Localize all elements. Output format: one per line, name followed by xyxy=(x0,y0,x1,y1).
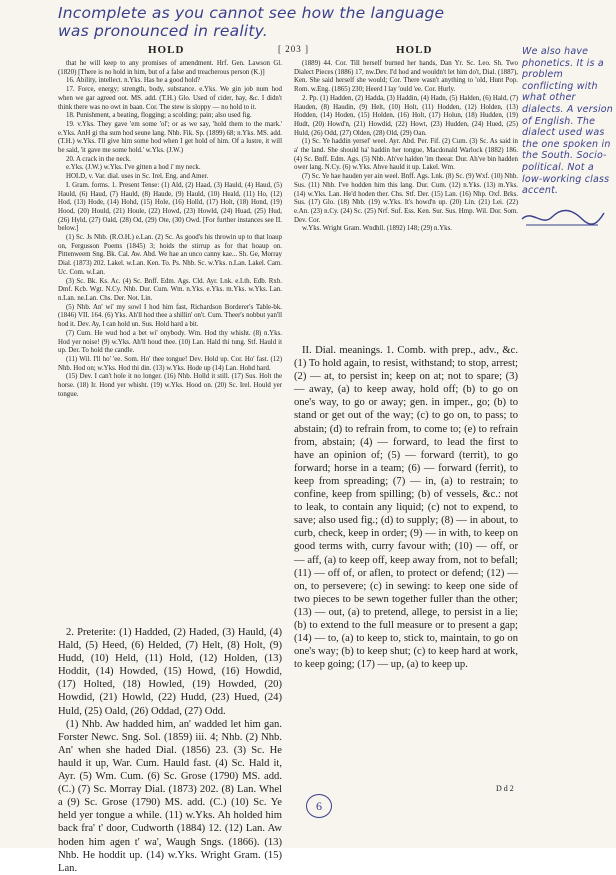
entry-paragraph: (7) Sc. Ye hae hauden yer ain weel. Bnff. Ags. Lnk. (8) Sc. (9) Wxf. (10) Nhb. Sus. (11) Nhb. I've hodden him this lang. Dur. Cum. (12) n.Yks. (13) m.Yks. (14) w.Yks. Lan. He'd hoden ther. Chs. Stf. Der. (15) Lan. (16) Nhp. Oxf. Brks. Sus. (17) Glo. (18) Nhb. (19) w.Yks. It's howd'n up. (20) Lin. (21) Lei. (22) e.An. (23) n.Cy. (24) Sc. (25) Nrf. Suf. Ess. Ken. Sur. Sus. Hmp. Wil. Dor. Som. Dev. Cor. xyxy=(294,173,518,224)
header-right-word: HOLD xyxy=(396,44,433,56)
entry-paragraph: 16. Ability, intellect. n.Yks. Has he a good hold? xyxy=(66,77,201,85)
header-left-word: HOLD xyxy=(148,44,185,56)
entry-paragraph: I. Gram. forms. 1. Present Tense: (1) Ald, (2) Haad, (3) Hauld, (4) Haud, (5) Hauld, (6) Haud, (7) Hauld, (8) Haude, (9) Hauld, (10) Heald, (11) Ho, (12) Hod, (13) Hode, (14) Hohd, (15) Hole, (16) Holld, (17) Holt, (18) Hond, (19) Hood, (20) Hould, (21) Houle, (22) Howd, (23) Howld, (24) Huad, (25) Hud, (26) Hyld, (27) Oald, (28) Od, (29) Ote, (30) Owd. [For further instances see II. below.] xyxy=(58,181,282,233)
preterite-section xyxy=(58,626,282,874)
entry-paragraph: (7) Cum. He wud hod a bet wi' onybody. Wm. Hod thy whisht. (8) n.Yks. Hod yer noise! (9) w.Yks. Ah'll houd thee. (10) Lan. Hald thi tung. Stf. Hauld it up. Der. To hold the candle. xyxy=(58,329,282,355)
entry-headword: HOLD, v. Var. dial. uses in Sc. Irel. Eng. and Amer. xyxy=(66,173,209,181)
entry-paragraph: (15) Dev. I can't hole it no longer. (16) Nhb. Holld it still. (17) Sus. Holt the horse. (18) Ir. Hond yer whisht. (19) w.Yks. Hood on. (20) Sc. Irel. Hould yer tongue. xyxy=(58,373,282,398)
entry-paragraph: 20. A crack in the neck. xyxy=(66,155,131,163)
handwritten-margin-note: We also have phonetics. It is a problem conflicting with what other dialects. A version of English. The dialect used was the one spoken in the South. Socio-political. Not a low-working class accent. xyxy=(522,46,614,197)
entry-paragraph: e.Yks. (J.W.) w.Yks. I've gitten a hod i' my neck. xyxy=(66,164,201,172)
entry-paragraph: II. Dial. meanings. 1. Comb. with prep., adv., &c. (1) To hold again, to resist, withstand; to stop, arrest; (2) — at, to persist in; keep on at; not to spare; (3) — away, (a) to keep away, hold off; (b) to go on one's way, to go or away; gen. in imper., go; (b) to stand or get out of the way; (c) to go on, to pass; to abstain; (d) to refrain from, to come to; (e) to refrain from, abstain; (4) — forward, to lead the first to have an opinion of; (5) — forward (territ), to go forward; horse in a team; (6) — forward (ferrit), to keep from spreading; (7) — in, (a) to restrain; to confine, keep from spilling; (b) of vessels, &c.: not to leak, to contain any liquid; (c) not to expend, to save; also used fig.; (d) to supply; (8) — in about, to curb, check, keep in order; (9) — in with, to keep on good terms with, curry favour with; (10) — off, or — aff, (a) to keep off, keep away from, not to befall; (11) — off of, or aflen, to protect or defend; (12) — on, to persevere; (c) in sewing: to keep one side of two pieces to be sewn together fuller than the other; (13) — out, (a) to pretend, allege, to persist in a lie; (b) to extend to the full measure or to present a gap; (14) — to, (a) to keep to, stick to, maintain, to go on one's way; (b) to keep shut; (c) to keep hard at work, to keep going; (17) — up, (a) to keep up. xyxy=(294,345,518,671)
left-column-small-print xyxy=(58,60,282,620)
entry-paragraph: (1) Sc. Js Nhb. (R.O.H.) e.Lan. (2) Sc. As good's his throwin up to that loaup on, Fergusson Poems (1845) 3; hoids the stirrup as for that hoaup on. Pittenweem Sng. Bk. Cal. Aw. Abd. We hae an unco canny kae... Sh. Ge, Morray Dial. (1873) 202. Lakel. w.Lan. Ken. To. Ps. Nhb. Sc. w.Yks. n.Lan. Lakel. Cam. Uc. Com. w.Lan. xyxy=(58,234,282,276)
entry-paragraph: 2. Pp. (1) Hadden, (2) Hadda, (3) Haddin, (4) Hadn, (5) Halden, (6) Hald, (7) Hauden, (8) Haudin, (9) Helt, (10) Holt, (11) Hodden, (12) Holden, (13) Hodden, (14) Hoden, (15) Holden, (16) Holt, (17) Holun, (18) Hudden, (19) Hudt, (20) Howd'n, (21) Howdid, (22) Howt, (23) Hudden, (24) Hued, (25) Huld, (26) Odd, (27) Olden, (28) Old, (29) Oan. xyxy=(294,94,518,137)
entry-paragraph: (11) Wil. I'll ho' 'ee. Som. Ho' thee tongue! Dev. Hold up. Cor. Ho' fast. (12) Nhb. Hod on; w.Yks. Hod thi din. (13) w.Yks. Hode up (14) Lan. Hohd hard. xyxy=(58,355,282,372)
entry-paragraph: 17. Force, energy; strength, body, substance. e.Yks. We gin job num hod when we gar agreed oot. MS. add. (T.H.) Glo. Used of cider, hay, &c. I didn't think there was no owt in baan. Cor. The stew is sloppy — no hold to it. xyxy=(58,86,282,111)
right-column-small-print xyxy=(294,60,518,340)
handwritten-top-note: Incomplete as you cannot see how the language was pronounced in reality. xyxy=(58,4,445,40)
entry-paragraph: that he will keep to any promises of amendment. Hrf. Gen. Lawson Gl. (1820) [There is no hold in him, but of a false and treacherous person (K.)] xyxy=(58,60,282,76)
entry-paragraph: (1) Nhb. Aw hadded him, an' wadded let him gan. Forster Newc. Sng. Sol. (1859) iii. 4; Nhb. (2) Nhb. An' when she haded Dial. (1856) 23. (3) Sc. He hauld it up, War. Cum. Hauld fast. (4) Sc. Hald it, Ayr. (5) Wm. Cum. (6) Sc. Grose (1790) MS. add. (C.) (7) Sc. Morray Dial. (1873) 202. (8) Lan. Whel a (9) Sc. Grose (1790) MS. add. (C.) (10) Sc. Ye held yer tongue a while. (11) w.Yks. Ah holded him back fra' t' door, Cudworth (1884) 12. (12) Lan. Aw hoden him agen t' wa', Waugh Sngs. (1866). (13) Nhb. He hoddit up. (14) w.Yks. Wright Gram. (15) Lan. xyxy=(58,718,282,874)
header-page-number: [ 203 ] xyxy=(278,44,309,54)
entry-paragraph: w.Yks. Wright Gram. Wndhll. (1892) 148; (29) n.Yks. xyxy=(302,225,453,233)
pen-scribble xyxy=(518,205,606,229)
entry-paragraph: (1) Sc. Ye haddin yersel' weel. Ayr. Abd. Per. Fif. (2) Cum. (3) Sc. As said in a' the land. She should ha' haddin her tongue, Macdonald Warlock (1882) 186. (4) Sc. Bnff. Edm. Ags. (5) Nhb. Ah've halden 'im theear. Dur. Ah've bin hadden ower lang. N.Cy. (6) w.Yks. Ahve hauld it up. Lakel. Wm. xyxy=(294,138,518,172)
circled-page-number: 6 xyxy=(306,794,332,818)
entry-paragraph: 19. v.Yks. They gave 'em some 'ol'; or as we say, 'hold them to the mark.' e.Yks. AnH gi tha sum hod seune lang. Nhb. Fik. Sp. (1899) 68; n.Yks. MS. add. (T.H.) w.Yks. I'll give him some hod when I get hold of him. Of a lustre, it will be said, 'it gave me some hold.' w.Yks. (J.W.) xyxy=(58,120,282,155)
entry-paragraph: (5) Nhb. An' wi' my sowl I hod him fast, Richardson Borderer's Table-bk. (1846) VII. 164. (6) Yks. Ah'll hod thee a shillin' on't. Cum. Theer's nobbut yan'll hod it. Dev. Ay, I can hold un. Sus. Hold hard a bit. xyxy=(58,303,282,329)
signature-mark: D d 2 xyxy=(496,784,514,793)
entry-paragraph: (1889) 44. Cor. Till herself burned her hands, Dan Yr. Sc. Leo. Sh. Two Dialect Pieces (1886) 17, nw.Dev. I'd hod and wouldn't let him do't, Dial. (1887), Ken. She said herself she would; Cor. There wasn't anything to 'old, Hunt Pop. Rom. w.Eng. (1865) 230; Heerd I lay 'ould 'ee. Cor. Hurly. xyxy=(294,60,518,94)
dictionary-scan xyxy=(58,44,518,874)
entry-paragraph: 2. Preterite: (1) Hadded, (2) Haded, (3) Hauld, (4) Hald, (5) Heed, (6) Helded, (7) Helt, (8) Holt, (9) Hudd, (10) Held, (11) Hold, (12) Holden, (13) Hoddit, (14) Howded, (15) Howd, (16) Howdid, (17) Holted, (18) Howled, (19) Howded, (20) Howdid, (21) Howld, (22) Hudd, (23) Hued, (24) Huld, (25) Oald, (26) Oddad, (27) Odd. xyxy=(58,627,282,717)
running-header xyxy=(58,44,518,58)
entry-paragraph: (3) Sc. Bk. Ks. Ac. (4) Sc. Bnff. Edm. Ags. Cld. Ayr. Lnk. e.Lth. Edb. Rxb. Dmf. Kcb. Wgt. N.Cy. Nhb. Dur. Cum. Wm. n.Yks. e.Yks. m.Yks. w.Yks. Lan. n.Lan. ne.Lan. Chs. Der. Not. Lin. xyxy=(58,277,282,302)
entry-paragraph: 18. Punishment, a beating, flogging; a scolding; pain; also used fig. xyxy=(66,112,252,120)
dialect-meanings-section xyxy=(294,344,518,671)
